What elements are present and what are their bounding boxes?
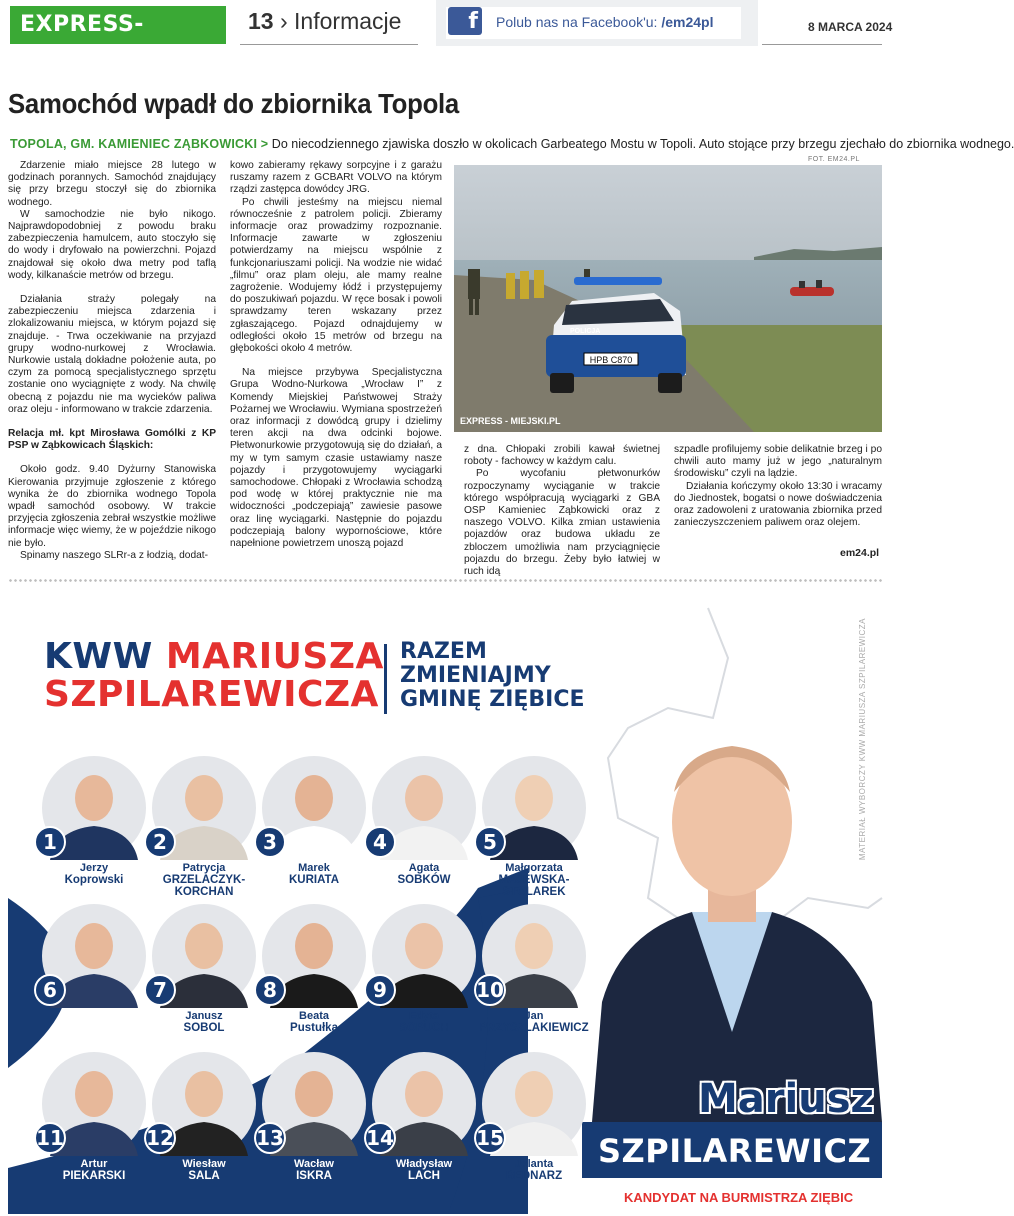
article-column-2 (230, 160, 442, 550)
candidate-last-name: SALA (188, 1170, 220, 1182)
candidate-number: 1 (34, 826, 66, 858)
slogan-line: ZMIENIAJMY (400, 663, 551, 688)
paragraph: Spinamy naszego SLRr-a z łodzią, dodat- (20, 549, 209, 561)
main-candidate-first-name: Mariusz (698, 1076, 874, 1122)
candidate-first-name: Jan (524, 1010, 544, 1022)
paragraph: W samochodzie nie było nikogo. Najprawdopodobniej z powodu braku zabezpieczenia hamulcem, auto stoczyło się do wody i dryfowało na powierzchni. Pojazd znajdował się około dwa metry pod taflą wody, kilkanaście metrów od brzegu. (8, 208, 216, 281)
article-lead-text: Do niecodziennego zjawiska doszło w okolicach Garbeatego Mostu w Topoli. Auto stojące przy brzegu zjechało do zbiornika wodnego. (271, 137, 1014, 151)
section-title (248, 8, 401, 35)
page-number: 13 (248, 8, 274, 34)
candidate-number: 11 (34, 1122, 66, 1154)
candidate-first-name: Jolanta (514, 1158, 554, 1170)
candidate-last-name: BEDNARZ (505, 1170, 563, 1182)
facebook-label: Polub nas na Facebook'u: (496, 14, 658, 30)
facebook-banner[interactable] (436, 0, 758, 46)
candidate-last-name: SOBOL (183, 1022, 225, 1034)
article-title: Samochód wpadł do zbiornika Topola (8, 88, 459, 119)
candidate-last-name: SOPUCH (399, 1022, 449, 1034)
paragraph: z dna. Chłopaki zrobili kawał świetnej roboty - fachowcy w każdym calu. (464, 444, 660, 468)
ad-title-first: MARIUSZA (165, 636, 384, 677)
photo-scene (454, 165, 882, 432)
page-header (0, 0, 900, 75)
candidate-first-name: Agata (408, 862, 440, 874)
paragraph: kowo zabieramy rękawy sorpcyjne i z garażu ruszamy razem z GCBARt VOLVO na którym rządzi zastępca dowódcy JRG. (230, 160, 442, 196)
section-underline (240, 44, 418, 45)
article-lead (10, 137, 1014, 151)
candidate-number: 8 (254, 974, 286, 1006)
candidate-first-name: Wacław (294, 1158, 334, 1170)
candidate-first-name: Władysław (395, 1158, 453, 1170)
candidate-first-name: Artur (80, 1158, 108, 1170)
photo-watermark: EXPRESS - MIEJSKI.PL (460, 416, 561, 426)
police-text: POLICJA (570, 328, 601, 335)
article-column-1 (8, 160, 216, 562)
candidate-number: 10 (474, 974, 506, 1006)
plate-text: HPB C870 (589, 355, 633, 365)
ad-side-note: MATERIAŁ WYBORCZY KWW MARIUSZA SZPILAREWICZA (858, 618, 867, 861)
ad-slogan (400, 640, 585, 712)
candidate-last-name: LACH (408, 1170, 440, 1182)
section-arrow: › (279, 8, 288, 34)
paragraph: Po chwili jesteśmy na miejscu niemal równocześnie z patrolem policji. Zbieramy informacje oraz prowadzimy rozpoznanie. Informacje zawarte w zgłoszeniu potwierdzamy na miejscu wspólnie z funkcjonariuszami policji. Na wodzie nie widać „filmu” oraz plam oleju, ale mamy realne zagrożenie. Wodujemy łódź i przystępujemy do poszukiwań pojazdu. W ręce bosak i powoli sprawdzamy teren wskazany przez zgłaszającego. Pojazd odnajdujemy w odległości około 15 metrów od brzegu na głębokości około 4 metrów. (230, 196, 442, 355)
main-candidate-photo (582, 702, 882, 1122)
candidate-first-name: Jerzy (79, 862, 109, 874)
article-column-4 (674, 444, 882, 529)
main-candidate-role: KANDYDAT NA BURMISTRZA ZIĘBIC (624, 1190, 854, 1205)
candidate-number: 9 (364, 974, 396, 1006)
candidate-number: 5 (474, 826, 506, 858)
candidate-last-name: SOBKÓW (397, 874, 451, 886)
candidate-last-name: ISKRA (296, 1170, 332, 1182)
date-underline (762, 44, 882, 45)
candidate-number: 6 (34, 974, 66, 1006)
ad-title-divider (384, 644, 387, 714)
rescue-boat (790, 287, 834, 296)
paragraph: Około godz. 9.40 Dyżurny Stanowiska Kierowania przyjmuje zgłoszenie z którego wynika że do zbiornika wodnego Topola wpadł samochód osobowy. W trakcie przyjęcia zgłoszenia zebrał wszystkie możliwe informacje więc wiemy, że w pojeździe nikogo nie było. (8, 464, 216, 549)
subheading: Relacja mł. kpt Mirosława Gomólki z KP PSP w Ząbkowicach Śląskich: (8, 428, 216, 452)
candidate-last-name: GRZELACZYK-KORCHAN (162, 874, 246, 898)
candidate-first-name: Beata (299, 1010, 329, 1022)
photo-credit: FOT. EM24.PL (808, 156, 860, 163)
slogan-line: GMINĘ ZIĘBICE (400, 687, 585, 712)
facebook-text (496, 14, 713, 30)
paragraph: Działania kończymy około 13:30 i wracamy do Jiednostek, bogatsi o nowe doświadczenia oraz zadowoleni z uratowania zbiornika przed zanieczyszczeniem paliwem oraz olejem. (674, 480, 882, 529)
article-column-3 (464, 444, 660, 578)
candidate-first-name: Mariusz (73, 1010, 115, 1022)
paragraph: Po wycofaniu płetwonurków rozpoczynamy wyciąganie w trakcie którego współpracują wyciągarki z GBA OSP Kamieniec Ząbkowicki oraz z naszego VOLVO. Kilka zmian ustawienia pojazdów oraz budowa układu ze zbloczem umożliwia nam przyciągnięcie pojazdu do brzegu. Żeby było łatwiej w ruch idą (464, 468, 660, 578)
candidate-first-name: Edyta (409, 1010, 439, 1022)
candidate-number: 3 (254, 826, 286, 858)
candidate-number: 4 (364, 826, 396, 858)
main-candidate-last-name: SZPILAREWICZ (598, 1132, 872, 1170)
article-photo[interactable] (454, 165, 882, 432)
ad-title-line2: SZPILAREWICZA (44, 674, 379, 715)
candidate-last-name: PIEKARSKI (62, 1170, 126, 1182)
candidate-number: 14 (364, 1122, 396, 1154)
candidate-first-name: Janusz (185, 1010, 223, 1022)
candidate-last-name: MAJEWSKA-STOLAREK (498, 874, 570, 898)
candidate-number: 13 (254, 1122, 286, 1154)
candidate-number: 7 (144, 974, 176, 1006)
section-name: Informacje (294, 8, 402, 34)
paragraph: szpadle profilujemy sobie delikatnie brzeg i po chwili auto mamy już w jego „naturalnym środowisku” czyli na lądzie. (674, 444, 882, 480)
candidate-first-name: Małgorzata (505, 862, 563, 874)
candidate-last-name: JAŹWIEC (68, 1022, 120, 1034)
election-ad (8, 598, 882, 1214)
sky (454, 165, 882, 260)
candidate-number: 2 (144, 826, 176, 858)
candidate-last-name: Pustułka (290, 1022, 338, 1034)
candidate-last-name: PRZYSZLAKIEWICZ (479, 1022, 589, 1034)
article-signoff[interactable]: em24.pl (840, 547, 880, 559)
candidate-last-name: KURIATA (288, 874, 340, 886)
site-logo-text: EXPRESS-MIEJSKI.PL (20, 12, 158, 75)
site-logo[interactable] (10, 6, 226, 75)
candidate-first-name: Patrycja (182, 862, 226, 874)
candidate-number: 15 (474, 1122, 506, 1154)
candidate-first-name: Wiesław (182, 1158, 226, 1170)
ad-title-kww: KWW (44, 636, 153, 677)
facebook-icon: f (448, 7, 482, 35)
slogan-line: RAZEM (400, 639, 487, 664)
ad-title (44, 638, 384, 714)
article-location: TOPOLA, GM. KAMIENIEC ZĄBKOWICKI > (10, 137, 269, 151)
facebook-handle: /em24pl (661, 14, 714, 30)
paragraph: Zdarzenie miało miejsce 28 lutego w godzinach porannych. Samochód znajdujący się przy brzegu stoczył się do zbiornika wodnego. (8, 160, 216, 208)
candidate-first-name: Marek (298, 862, 330, 874)
section-divider (8, 578, 882, 583)
issue-date: 8 MARCA 2024 (808, 20, 893, 34)
paragraph: Działania straży polegały na zabezpieczeniu miejsca zdarzenia i zlokalizowaniu miejsca, w którym pojazd się znajduje. - Trwa oczekiwanie na przyjazd grupy wodno-nurkowej z Wrocławia. Nurkowie ustalą dokładne położenie auta, po czym za pomocą specjalistycznego sprzętu zostanie ono wyciągnięte z wody. Na chwilę obecną z pojazdu nie ma wycieków paliwa oraz oleju - informowano w trakcie zdarzenia. (8, 294, 216, 415)
candidate-last-name: Koprowski (64, 874, 124, 886)
paragraph: Na miejsce przybywa Specjalistyczna Grupa Wodno-Nurkowa „Wrocław I” z Komendy Miejskiej Państwowej Straży Pożarnej we Wrocławiu. Wymiana spostrzeżeń oraz informacji z dowódcą grupy i dzielimy teren akcji na dwa odcinki bojowe. Płetwonurkowie przygotowują się do działań, a my w tym samym czasie ustawiamy nasze pojazdy i przygotowujemy wyciągarki samochodowe. Chłopaki z Wrocławia schodzą pod wodę w której praktycznie nie ma widoczności „podczepiają” zawiesie pasowe oraz linę wyciągarki. Następnie do pojazdu podczepiają balony wypornościowe, które napełnione powietrzem unoszą pojazd (230, 367, 442, 550)
candidate-number: 12 (144, 1122, 176, 1154)
ad-title-line1 (44, 638, 384, 676)
